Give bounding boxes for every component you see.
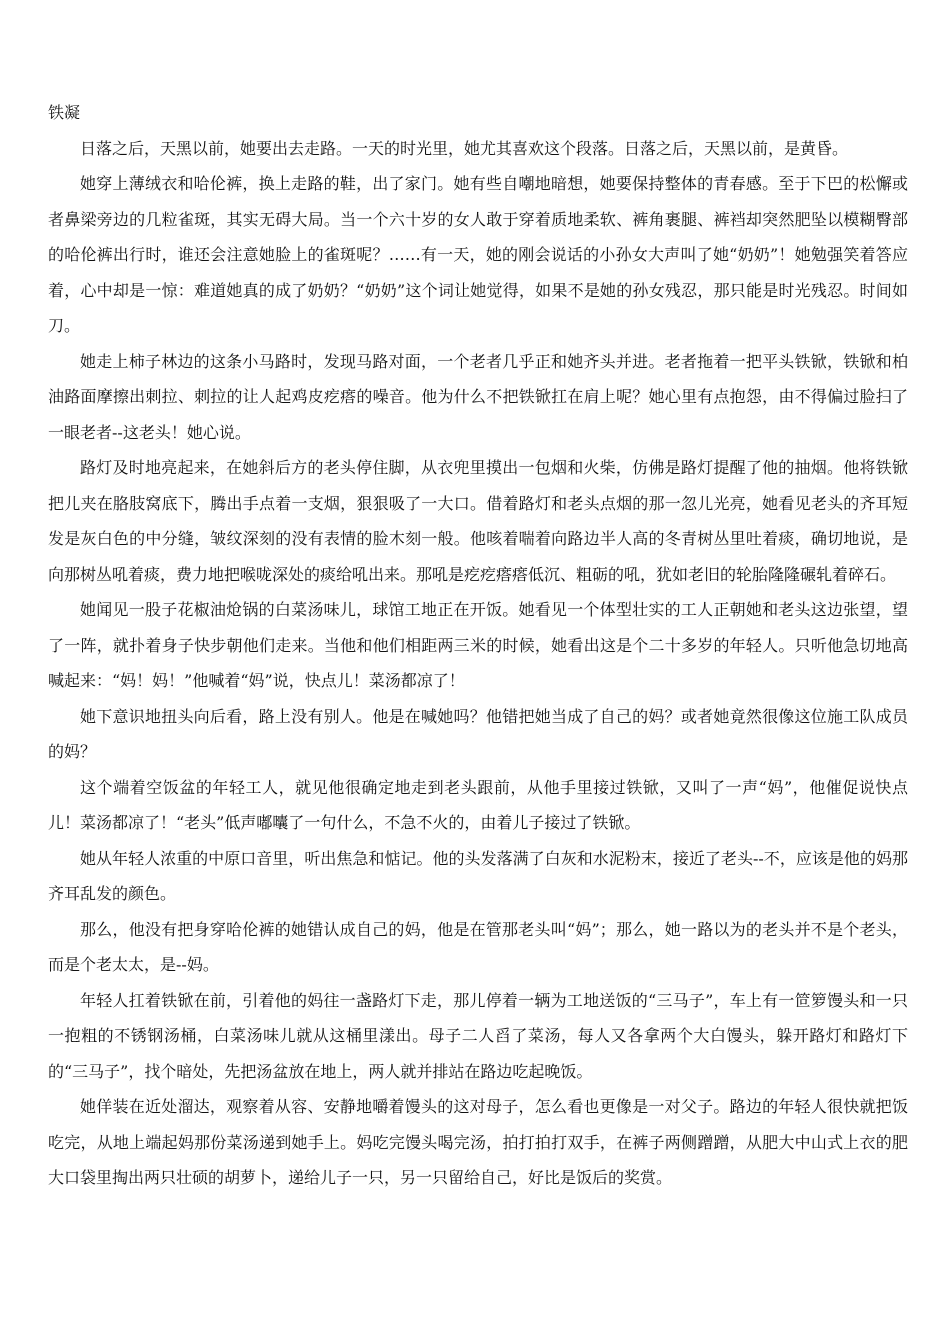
paragraph-8: 她从年轻人浓重的中原口音里，听出焦急和惦记。他的头发落满了白灰和水泥粉末，接近了老头--不，应该是他的妈那齐耳乱发的颜色。 (48, 848, 908, 903)
paragraph-11: 她佯装在近处溜达，观察着从容、安静地嚼着馒头的这对母子，怎么看也更像是一对父子。路边的年轻人很快就把饭吃完，从地上端起妈那份菜汤递到她手上。妈吃完馒头喝完汤，拍打拍打双手，在裤子两侧蹭蹭，从肥大中山式上衣的肥大口袋里掏出两只壮硕的胡萝卜，递给儿子一只，另一只留给自己，好比是饭后的奖赏。 (48, 1097, 908, 1187)
paragraph-7: 这个端着空饭盆的年轻工人，就见他很确定地走到老头跟前，从他手里接过铁锨，又叫了一声“妈”，他催促说快点儿！菜汤都凉了！“老头”低声嘟囔了一句什么，不急不火的，由着儿子接过了铁锨。 (48, 777, 908, 832)
author-name: 铁凝 (48, 103, 81, 122)
paragraph-6: 她下意识地扭头向后看，路上没有别人。他是在喊她吗？他错把她当成了自己的妈？或者她竟然很像这位施工队成员的妈？ (48, 706, 908, 761)
article-page (48, 95, 908, 1196)
paragraph-1: 日落之后，天黑以前，她要出去走路。一天的时光里，她尤其喜欢这个段落。日落之后，天黑以前，是黄昏。 (80, 138, 849, 158)
paragraph-4: 路灯及时地亮起来，在她斜后方的老头停住脚，从衣兜里摸出一包烟和火柴，仿佛是路灯提醒了他的抽烟。他将铁锨把儿夹在胳肢窝底下，腾出手点着一支烟，狠狠吸了一大口。借着路灯和老头点烟的那一忽儿光亮，她看见老头的齐耳短发是灰白色的中分缝，皱纹深刻的没有表情的脸木刻一般。他咳着喘着向路边半人高的冬青树丛里吐着痰，确切地说，是向那树丛吼着痰，费力地把喉咙深处的痰给吼出来。那吼是疙疙瘩瘩低沉、粗砺的吼，犹如老旧的轮胎隆隆碾轧着碎石。 (48, 458, 908, 584)
paragraph-5: 她闻见一股子花椒油炝锅的白菜汤味儿，球馆工地正在开饭。她看见一个体型壮实的工人正朝她和老头这边张望，望了一阵，就扑着身子快步朝他们走来。当他和他们相距两三米的时候，她看出这是个二十多岁的年轻人。只听他急切地高喊起来：“妈！妈！”他喊着“妈”说，快点儿！菜汤都凉了！ (48, 600, 908, 690)
paragraph-2: 她穿上薄绒衣和哈伦裤，换上走路的鞋，出了家门。她有些自嘲地暗想，她要保持整体的青春感。至于下巴的松懈或者鼻梁旁边的几粒雀斑，其实无碍大局。当一个六十岁的女人敢于穿着质地柔软、裤角裹腿、裤裆却突然肥坠以模糊臀部的哈伦裤出行时，谁还会注意她脸上的雀斑呢？……有一天，她的刚会说话的小孙女大声叫了她“奶奶”！她勉强笑着答应着，心中却是一惊：难道她真的成了奶奶？“奶奶”这个词让她觉得，如果不是她的孙女残忍，那只能是时光残忍。时间如刀。 (48, 174, 908, 335)
paragraph-9: 那么，他没有把身穿哈伦裤的她错认成自己的妈，他是在管那老头叫“妈”；那么，她一路以为的老头并不是个老头，而是个老太太，是--妈。 (48, 919, 908, 974)
paragraph-3: 她走上柿子林边的这条小马路时，发现马路对面，一个老者几乎正和她齐头并进。老者拖着一把平头铁锨，铁锨和柏油路面摩擦出刺拉、刺拉的让人起鸡皮疙瘩的噪音。他为什么不把铁锨扛在肩上呢？她心里有点抱怨，由不得偏过脸扫了一眼老者--这老头！她心说。 (48, 351, 908, 442)
paragraph-10: 年轻人扛着铁锨在前，引着他的妈往一盏路灯下走，那儿停着一辆为工地送饭的“三马子”，车上有一笸箩馒头和一只一抱粗的不锈钢汤桶，白菜汤味儿就从这桶里漾出。母子二人舀了菜汤，每人又各拿两个大白馒头，躲开路灯和路灯下的“三马子”，找个暗处，先把汤盆放在地上，两人就并排站在路边吃起晚饭。 (48, 990, 908, 1081)
